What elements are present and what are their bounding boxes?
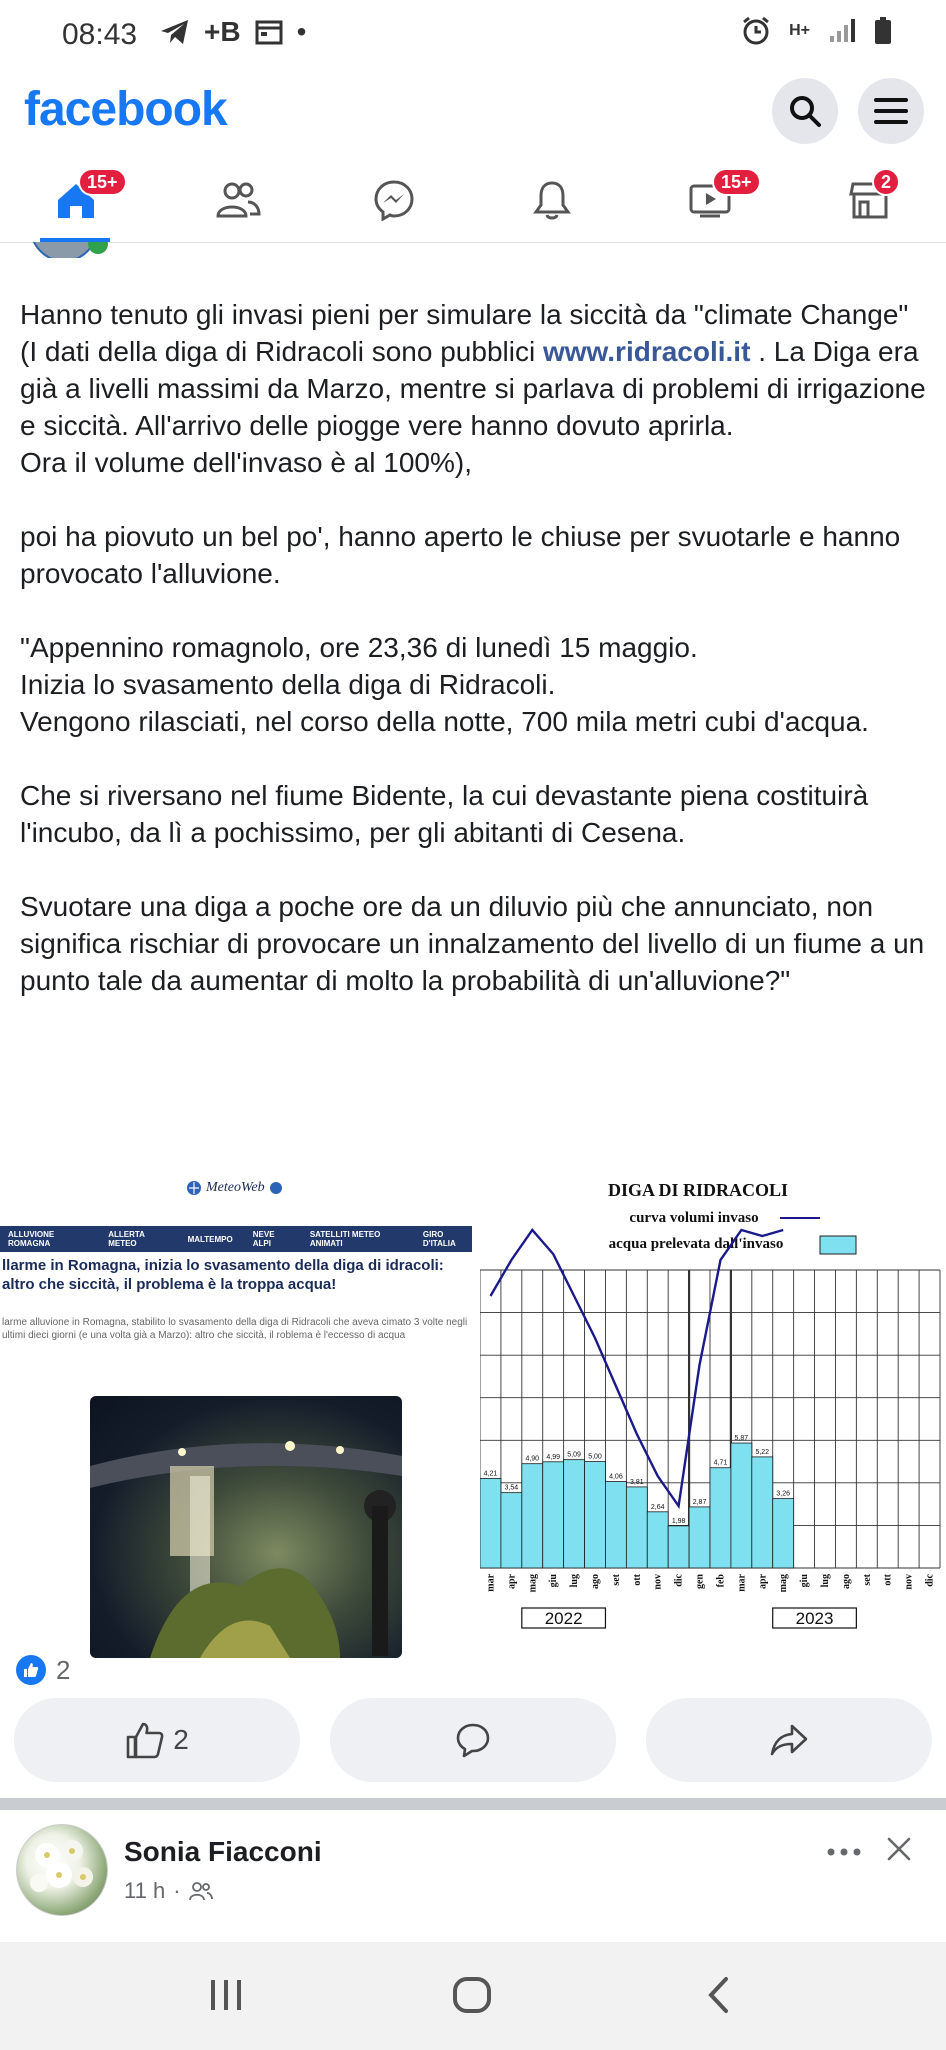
like-button[interactable] bbox=[14, 1698, 300, 1782]
chart-bar bbox=[605, 1482, 626, 1568]
chart-plot-area bbox=[480, 1230, 940, 1628]
month-tick-label: lug bbox=[569, 1574, 581, 1588]
bell-icon bbox=[533, 179, 571, 221]
month-tick-label: set bbox=[610, 1574, 622, 1586]
month-tick-label: ago bbox=[840, 1574, 852, 1589]
home-circle-icon bbox=[452, 1976, 492, 2014]
legend-bar-swatch bbox=[820, 1236, 856, 1254]
network-type-icon: H+ bbox=[789, 22, 810, 39]
signal-icon bbox=[828, 18, 856, 44]
more-dots-icon bbox=[826, 1847, 862, 1857]
bar-value-label: 4,71 bbox=[713, 1459, 728, 1467]
month-tick-label: gen bbox=[694, 1574, 706, 1589]
thumbs-up-icon bbox=[125, 1721, 165, 1759]
ridracoli-chart bbox=[480, 1172, 946, 1632]
chart-bar bbox=[752, 1457, 773, 1568]
chart-bar bbox=[710, 1468, 731, 1568]
nav-home[interactable] bbox=[46, 170, 118, 230]
chart-bar bbox=[731, 1443, 752, 1568]
status-left-icons bbox=[160, 16, 306, 48]
meteoweb-nav-item: ALLUVIONE ROMAGNA bbox=[8, 1230, 55, 1248]
legend-bar-label: acqua prelevata dall'invaso bbox=[608, 1236, 784, 1252]
post-line: Ora il volume dell'invaso è al 100%), bbox=[20, 447, 473, 478]
meteoweb-headline: llarme in Romagna, inizia lo svasamento della diga di idracoli: altro che siccità, il problema è la troppa acqua! bbox=[2, 1257, 444, 1293]
chart-bar bbox=[543, 1462, 564, 1568]
post-paragraph-1 bbox=[20, 296, 930, 481]
home-system-button[interactable] bbox=[452, 1976, 492, 2019]
status-time: 08:43 bbox=[62, 18, 138, 51]
month-tick-label: mag bbox=[527, 1574, 539, 1593]
post-line: (I dati della diga di Ridracoli sono pubblici bbox=[20, 336, 543, 367]
next-post-header bbox=[0, 1810, 946, 1940]
system-nav-bar bbox=[0, 1942, 946, 2050]
meteoweb-nav-item: GIRO D'ITALIA bbox=[422, 1230, 456, 1248]
bar-value-label: 3,81 bbox=[630, 1478, 644, 1486]
bar-value-label: 5,22 bbox=[755, 1448, 770, 1456]
home-badge: 15+ bbox=[78, 168, 127, 196]
more-options-button[interactable] bbox=[826, 1844, 862, 1862]
month-tick-label: lug bbox=[820, 1574, 831, 1588]
year-label: 2022 bbox=[544, 1609, 583, 1628]
month-tick-label: nov bbox=[903, 1574, 915, 1590]
bar-value-label: 4,06 bbox=[609, 1473, 623, 1481]
month-tick-label: ott bbox=[631, 1574, 643, 1586]
post-author-avatar-cropped[interactable] bbox=[30, 242, 94, 258]
back-chevron-icon bbox=[706, 1976, 730, 2014]
month-tick-label: nov bbox=[652, 1574, 664, 1590]
bar-value-label: 5,87 bbox=[734, 1435, 749, 1443]
chart-bar bbox=[585, 1462, 606, 1568]
month-tick-label: dic bbox=[673, 1574, 685, 1587]
meteoweb-brand: MeteoWeb bbox=[206, 1180, 265, 1195]
post-line: Hanno tenuto gli invasi pieni per simulare la siccità da "climate Change" bbox=[20, 299, 909, 330]
bar-value-label: 3,26 bbox=[776, 1490, 790, 1498]
year-label: 2023 bbox=[795, 1609, 834, 1628]
month-tick-label: ago bbox=[590, 1574, 601, 1589]
like-reaction-icon bbox=[16, 1655, 46, 1685]
bar-value-label: 4,90 bbox=[525, 1455, 540, 1463]
post-line: Vengono rilasciati, nel corso della notte, 700 mila metri cubi d'acqua. bbox=[20, 706, 869, 737]
chart-bar bbox=[668, 1526, 689, 1568]
telegram-icon bbox=[160, 19, 190, 45]
nav-messenger[interactable] bbox=[364, 170, 424, 230]
meteoweb-nav-item: ALLERTA METEO bbox=[108, 1230, 145, 1248]
share-icon bbox=[770, 1723, 808, 1757]
dam-night-photo bbox=[90, 1396, 402, 1658]
post-paragraph-4: Che si riversano nel fiume Bidente, la cui devastante piena costituirà l'incubo, da lì a pochissimo, per gli abitanti di Cesena. bbox=[20, 780, 869, 848]
friends-icon bbox=[215, 180, 261, 220]
month-tick-label: feb bbox=[715, 1574, 727, 1588]
search-icon bbox=[787, 93, 823, 129]
month-tick-label: ott bbox=[882, 1574, 894, 1586]
back-button[interactable] bbox=[706, 1976, 730, 2019]
comment-button[interactable] bbox=[330, 1698, 616, 1782]
legend-line-label: curva volumi invaso bbox=[629, 1210, 759, 1226]
dam-photo-illustration bbox=[90, 1396, 402, 1658]
post-line: "Appennino romagnolo, ore 23,36 di lunedì 15 maggio. bbox=[20, 632, 698, 663]
meteoweb-circle-icon bbox=[269, 1181, 283, 1195]
menu-button[interactable] bbox=[858, 78, 924, 144]
facebook-logo[interactable]: facebook bbox=[24, 83, 227, 136]
post-image-meteoweb[interactable] bbox=[0, 1172, 472, 1662]
meteoweb-nav-item: NEVE ALPI bbox=[252, 1230, 275, 1248]
month-tick-label: giu bbox=[548, 1574, 560, 1588]
share-button[interactable] bbox=[646, 1698, 932, 1782]
post-paragraph-3 bbox=[20, 629, 930, 740]
meta-separator: · bbox=[173, 1878, 181, 1903]
alarm-icon bbox=[741, 16, 771, 46]
post-meta bbox=[124, 1878, 213, 1904]
post-text bbox=[20, 296, 930, 1036]
app-header bbox=[0, 72, 946, 162]
menu-icon bbox=[874, 96, 908, 126]
meteoweb-logo bbox=[186, 1180, 283, 1196]
feed-divider bbox=[0, 1798, 946, 1810]
month-tick-label: giu bbox=[799, 1574, 811, 1588]
chart-bar bbox=[647, 1512, 668, 1568]
month-tick-label: set bbox=[861, 1574, 873, 1586]
recent-apps-button[interactable] bbox=[208, 1978, 244, 2017]
post-line: . La Diga era già a livelli massimi da Marzo, mentre si parlava di problemi di irrigazione e siccità. All'arrivo delle piogge vere hanno dovuto aprirla. bbox=[20, 336, 926, 441]
bar-value-label: 1,98 bbox=[671, 1517, 686, 1525]
chart-bar bbox=[564, 1460, 585, 1568]
reaction-summary[interactable] bbox=[16, 1650, 70, 1690]
flowers-avatar-image bbox=[17, 1825, 107, 1915]
post-paragraph-2: poi ha piovuto un bel po', hanno aperto le chiuse per svuotarle e hanno provocato l'alluvione. bbox=[20, 521, 901, 589]
search-button[interactable] bbox=[772, 78, 838, 144]
month-tick-label: mar bbox=[485, 1574, 497, 1592]
meteoweb-subtitle: larme alluvione in Romagna, stabilito lo svasamento della diga di Ridracoli che aveva cimato 3 volte negli ultimi dieci giorni (e una volta già a Marzo): altro che siccità, il roblema è l'eccesso di acqua bbox=[2, 1317, 468, 1341]
battery-icon bbox=[874, 17, 892, 45]
status-right-icons bbox=[741, 16, 892, 46]
bar-value-label: 5,09 bbox=[567, 1451, 581, 1459]
notification-dot: • bbox=[296, 16, 307, 47]
chart-bar bbox=[689, 1507, 710, 1568]
reaction-count: 2 bbox=[56, 1654, 71, 1685]
chart-bar bbox=[501, 1493, 522, 1568]
messenger-icon bbox=[373, 179, 415, 221]
post-paragraph-5: Svuotare una diga a poche ore da un diluvio più che annunciato, non significa rischiar di provocare un innalzamento del livello di un fiume a un punto tale da aumentar di molto la probabilità di un'alluvione?" bbox=[20, 891, 925, 996]
month-tick-label: dic bbox=[924, 1574, 936, 1587]
close-icon bbox=[886, 1836, 912, 1862]
chart-bar bbox=[480, 1478, 501, 1568]
close-post-button[interactable] bbox=[886, 1836, 912, 1867]
meteoweb-globe-icon bbox=[186, 1180, 202, 1196]
chart-bar bbox=[626, 1487, 647, 1568]
online-indicator bbox=[88, 242, 108, 256]
month-tick-label: apr bbox=[506, 1574, 518, 1589]
nav-notifications[interactable] bbox=[522, 170, 582, 230]
nav-video[interactable] bbox=[680, 170, 752, 230]
month-tick-label: mar bbox=[736, 1574, 748, 1592]
meteoweb-nav-item: MALTEMPO bbox=[187, 1234, 233, 1244]
ridracoli-link[interactable]: www.ridracoli.it bbox=[542, 336, 751, 367]
chart-bar bbox=[773, 1499, 794, 1568]
calendar-icon bbox=[255, 19, 283, 45]
marketplace-badge: 2 bbox=[872, 168, 900, 196]
chart-bar bbox=[522, 1464, 543, 1568]
author-avatar[interactable] bbox=[16, 1824, 108, 1916]
like-count: 2 bbox=[173, 1724, 189, 1755]
comment-icon bbox=[454, 1721, 492, 1759]
bar-value-label: 5,00 bbox=[588, 1453, 602, 1461]
author-name[interactable]: Sonia Fiacconi bbox=[124, 1836, 322, 1867]
main-nav bbox=[0, 162, 946, 243]
month-tick-label: mag bbox=[778, 1574, 790, 1593]
chart-title: DIGA DI RIDRACOLI bbox=[607, 1180, 789, 1200]
post-line: Inizia lo svasamento della diga di Ridracoli. bbox=[20, 669, 556, 700]
b-plus-icon: +B bbox=[204, 16, 241, 47]
status-bar bbox=[0, 0, 946, 72]
post-actions bbox=[0, 1698, 946, 1786]
meteoweb-nav bbox=[0, 1226, 472, 1252]
post-time[interactable]: 11 h bbox=[124, 1878, 166, 1903]
month-tick-label: apr bbox=[757, 1574, 769, 1589]
video-badge: 15+ bbox=[712, 168, 761, 196]
bar-value-label: 4,21 bbox=[483, 1470, 498, 1478]
bar-value-label: 4,99 bbox=[546, 1453, 560, 1461]
recent-apps-icon bbox=[208, 1978, 244, 2012]
nav-friends[interactable] bbox=[208, 170, 268, 230]
friends-audience-icon bbox=[189, 1881, 213, 1901]
nav-marketplace[interactable] bbox=[840, 170, 900, 230]
bar-value-label: 2,64 bbox=[650, 1503, 665, 1511]
meteoweb-nav-item: SATELLITI METEO ANIMATI bbox=[309, 1230, 381, 1248]
bar-value-label: 3,54 bbox=[504, 1484, 519, 1492]
bar-value-label: 2,87 bbox=[692, 1498, 707, 1506]
post-image-ridracoli-chart[interactable] bbox=[480, 1172, 946, 1632]
